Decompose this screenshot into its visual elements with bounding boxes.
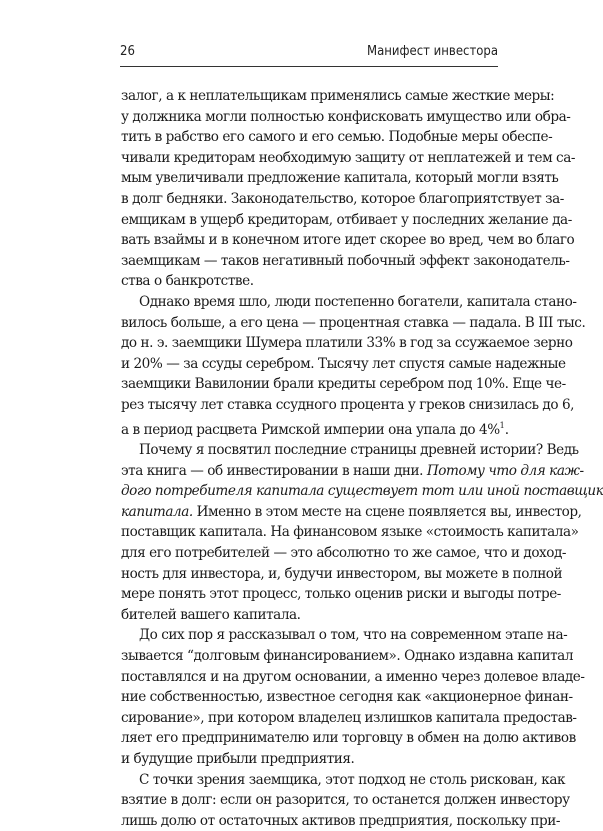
- text-line: [121, 313, 586, 334]
- book-title: Манифест инвестора: [367, 44, 498, 59]
- line-text: и 20% — за ссуды серебром. Тысячу лет спустя самые надежные: [121, 355, 566, 372]
- line-text: до н. э. заемщики Шумера платили 33% в год за ссужаемое зерно: [121, 335, 573, 352]
- footnote-marker: 1: [499, 420, 505, 430]
- emphasized-text: капитала.: [121, 503, 193, 520]
- paragraph: [121, 292, 586, 440]
- text-line: [121, 107, 571, 128]
- text-line: [121, 461, 584, 482]
- text-line: [121, 584, 561, 605]
- line-text: До сих пор я рассказывал о том, что на современном этапе на-: [139, 627, 568, 644]
- text-line: [121, 251, 570, 272]
- line-text: ние собственностью, известное сегодня как «акционерное финан-: [121, 689, 573, 706]
- line-text: вилось больше, а его цена — процентная ставка — падала. В III тыс.: [121, 314, 586, 331]
- text-line: [121, 416, 509, 441]
- text-line: [121, 543, 567, 564]
- line-text: емщикам в ущерб кредиторам, отбивает у последних желание да-: [121, 211, 572, 228]
- line-text: сирование», при котором владелец излишков капитала предостав-: [121, 709, 577, 726]
- paragraph: [121, 86, 576, 292]
- page-number: 26: [120, 44, 135, 59]
- line-text: а в период расцвета Римской империи она упала до 4%: [121, 421, 500, 438]
- text-line: [121, 481, 603, 502]
- text-line: [121, 395, 575, 416]
- line-text: эта книга — об инвестировании в наши дни.: [121, 462, 427, 479]
- line-text: в долг бедняки. Законодательство, которое благоприятствует за-: [121, 190, 564, 207]
- line-text: лишь долю от остаточных активов предприятия, поскольку при-: [121, 812, 561, 829]
- text-line: [121, 790, 570, 811]
- line-text: поставлялся и на другом основании, а именно через долевое владе-: [121, 668, 585, 685]
- text-line: [121, 230, 575, 251]
- line-text: у должника могли полностью конфисковать имущество или обра-: [121, 108, 571, 125]
- line-text: заемщикам — таков негативный побочный эффект законодатель-: [121, 252, 570, 269]
- line-text: бителей вашего капитала.: [121, 606, 301, 623]
- line-text: ность для инвестора, и, будучи инвестором, вы можете в полной: [121, 565, 563, 582]
- text-line: [121, 811, 561, 831]
- text-line: [121, 770, 566, 791]
- text-line: [121, 728, 576, 749]
- text-line: [121, 605, 497, 626]
- text-line: [121, 189, 564, 210]
- paragraph: [121, 770, 570, 831]
- line-text: залог, а к неплательщикам применялись самые жесткие меры:: [121, 88, 555, 104]
- line-text: рез тысячу лет ставка ссудного процента у греков снизилась до 6,: [121, 396, 575, 413]
- line-text: и будущие прибыли предприятия.: [121, 751, 355, 767]
- text-line: [121, 333, 573, 354]
- text-line: [121, 168, 559, 189]
- line-text: С точки зрения заемщика, этот подход не столь рискован, как: [139, 771, 566, 788]
- text-line: [121, 708, 577, 729]
- emphasized-text: дого потребителя капитала существует тот или иной поставщик: [121, 483, 603, 500]
- text-line: [121, 625, 568, 646]
- text-line: [121, 564, 563, 585]
- line-text: для его потребителей — это абсолютно то же самое, что и доход-: [121, 545, 567, 562]
- text-line: [121, 354, 566, 375]
- line-text: заемщики Вавилонии брали кредиты серебром под 10%. Еще че-: [121, 376, 566, 393]
- line-text-continued: .: [504, 421, 509, 438]
- body-text: [121, 86, 603, 831]
- text-line: [121, 292, 577, 313]
- text-line: [121, 210, 572, 231]
- text-line: [121, 687, 573, 708]
- paragraph: [121, 440, 603, 625]
- text-line: [121, 127, 553, 148]
- header-rule: [120, 66, 498, 67]
- line-text: Почему я посвятил последние страницы древней истории? Ведь: [139, 442, 579, 459]
- text-line: [121, 148, 576, 169]
- line-text: вать взаймы и в конечном итоге идет скорее во вред, чем во благо: [121, 232, 575, 249]
- emphasized-text: Потому что для каж-: [426, 462, 584, 479]
- text-line: [121, 749, 497, 770]
- running-header: [120, 44, 498, 64]
- text-line: [121, 502, 582, 523]
- line-text: ляет его предпринимателю или торговцу в обмен на долю активов: [121, 730, 576, 747]
- text-line: [121, 667, 585, 688]
- line-text: ства о банкротстве.: [121, 273, 254, 290]
- text-line: [121, 271, 497, 292]
- line-text: мере понять этот процесс, только оценив риски и выгоды потре-: [121, 586, 561, 603]
- text-line: [121, 86, 555, 107]
- paragraph: [121, 625, 585, 769]
- text-line: [121, 374, 566, 395]
- line-text: Однако время шло, люди постепенно богатели, капитала стано-: [139, 293, 577, 310]
- line-text: тить в рабство его самого и его семью. Подобные меры обеспе-: [121, 129, 553, 146]
- line-text: мым увеличивали предложение капитала, который могли взять: [121, 170, 559, 187]
- text-line: [121, 646, 574, 667]
- line-text: чивали кредиторам необходимую защиту от неплатежей и тем са-: [121, 149, 576, 166]
- line-text: зывается “долговым финансированием». Однако издавна капитал: [121, 648, 574, 665]
- line-text-continued: Именно в этом месте на сцене появляется вы, инвестор,: [192, 503, 582, 520]
- line-text: поставщик капитала. На финансовом языке «стоимость капитала»: [121, 524, 579, 541]
- text-line: [121, 522, 579, 543]
- text-line: [121, 440, 579, 461]
- line-text: взятие в долг: если он разорится, то останется должен инвестору: [121, 792, 570, 809]
